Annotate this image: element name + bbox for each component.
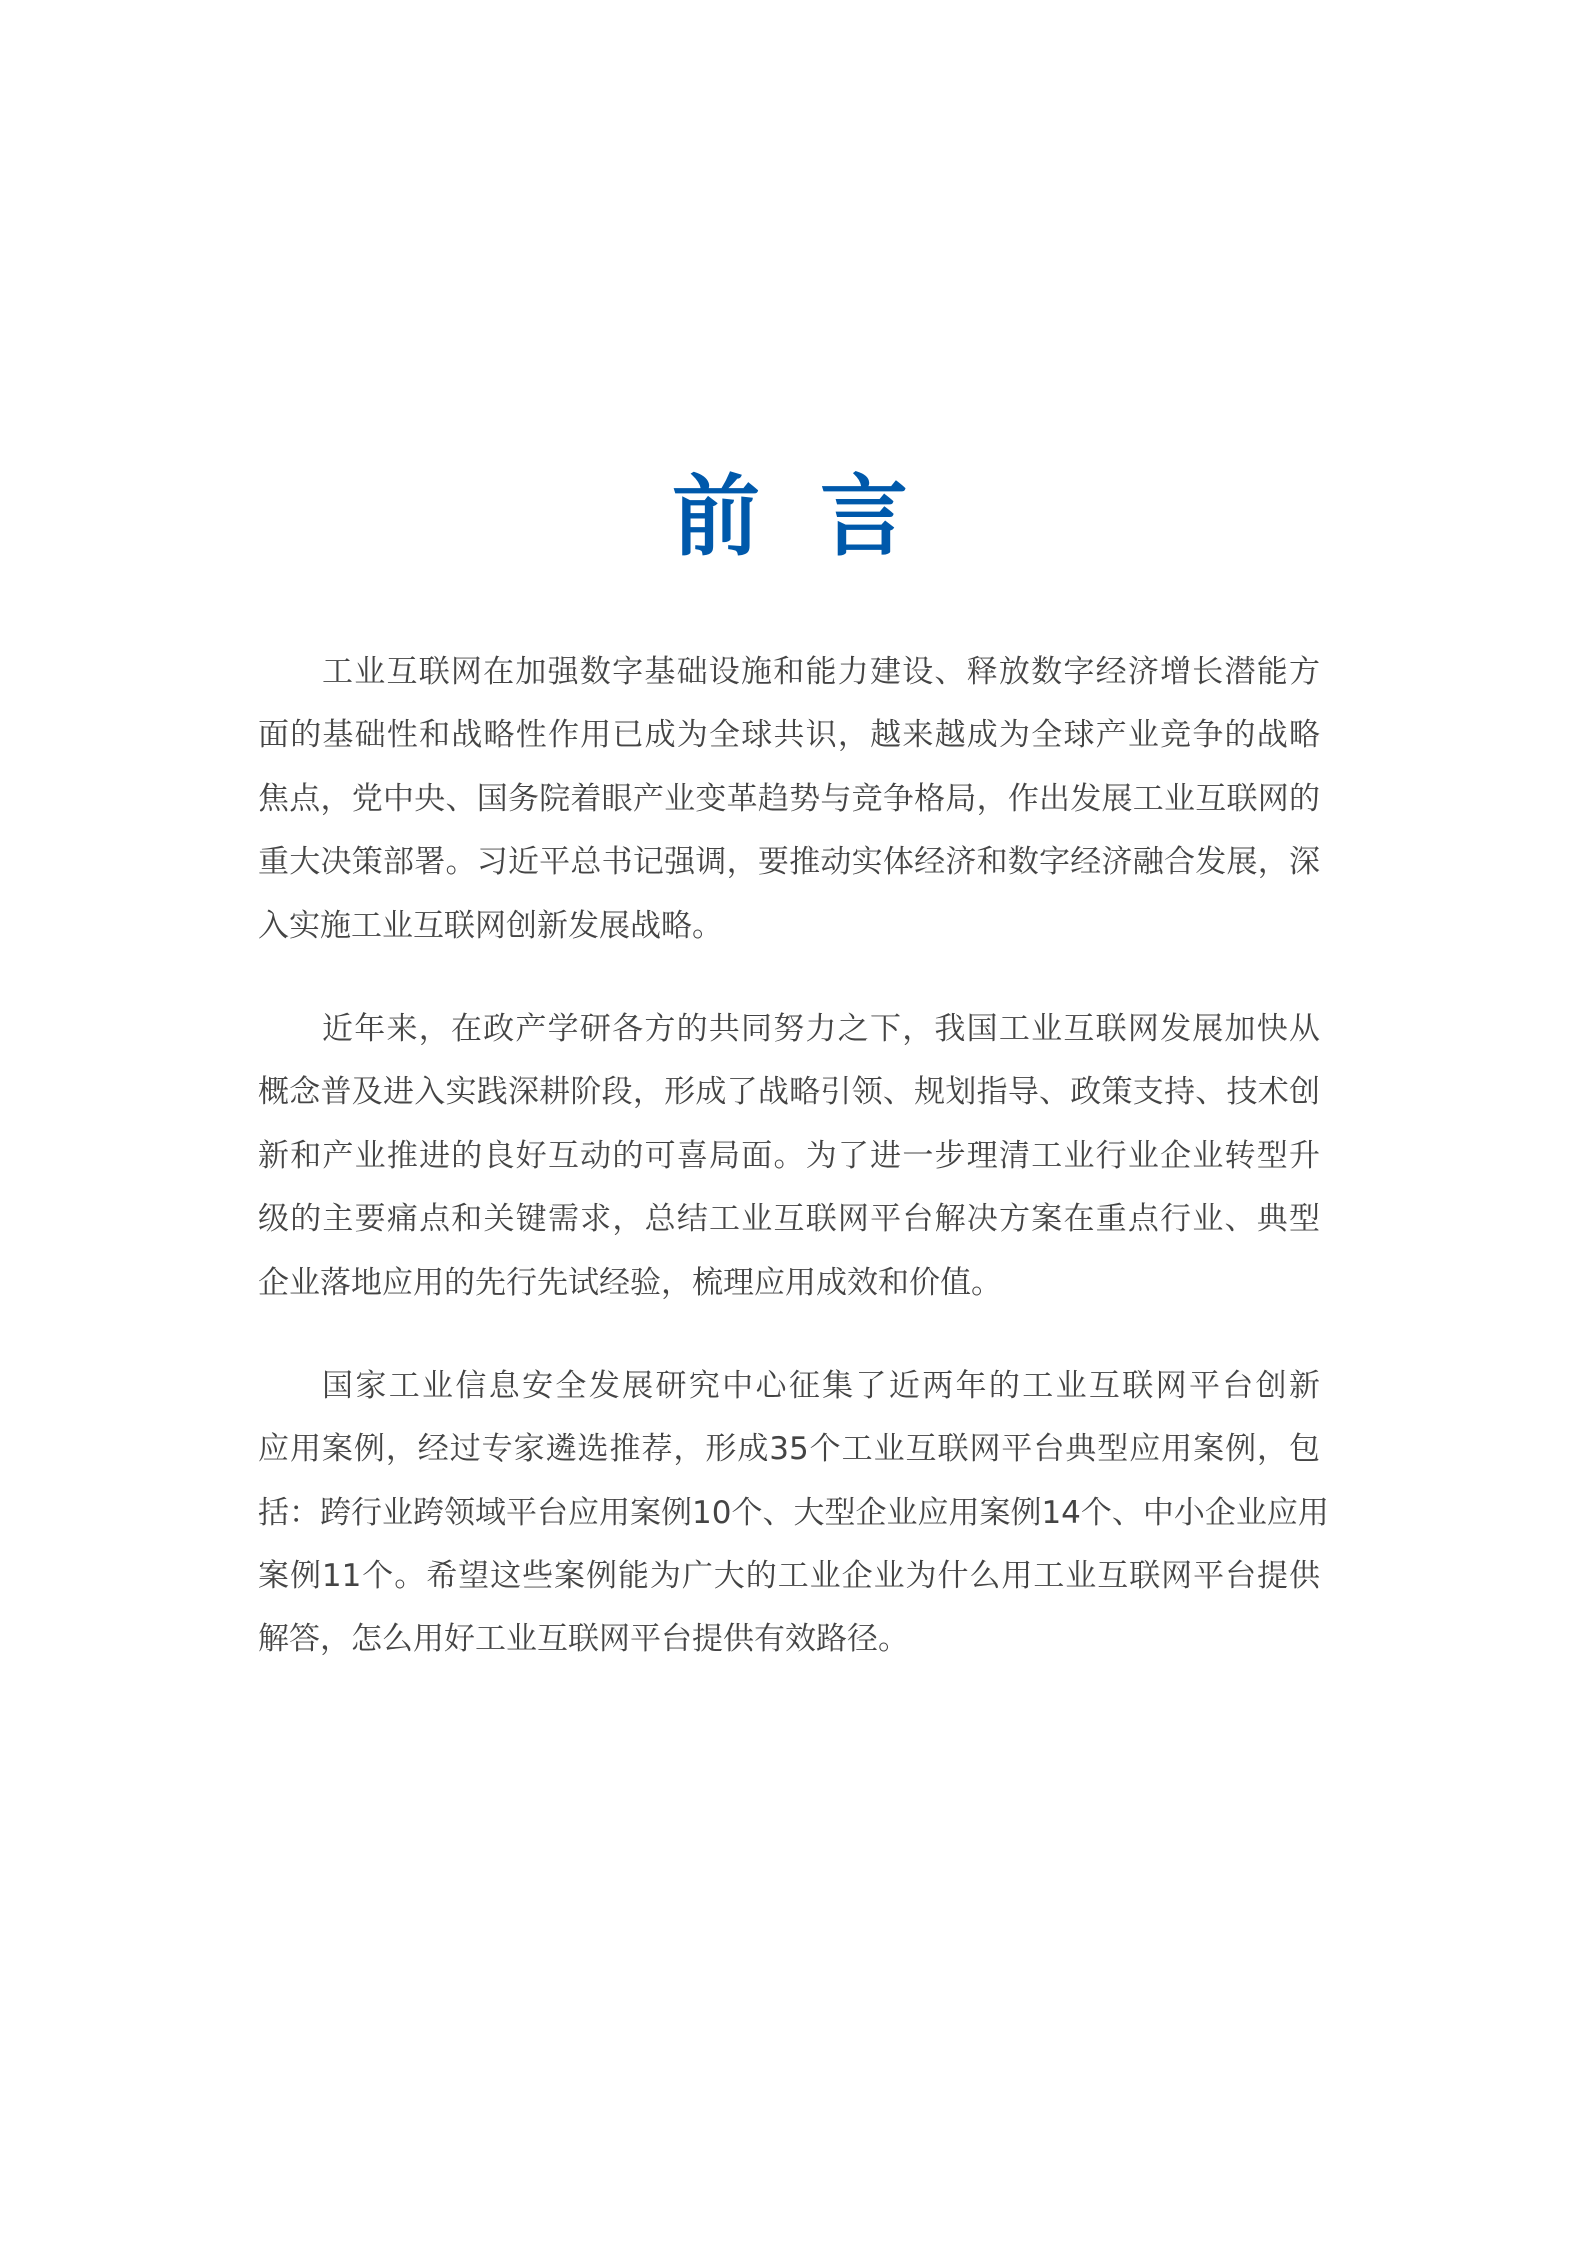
title-char-2: 言 [820, 465, 909, 568]
text-line: 新和产业推进的良好互动的可喜局面。为了进一步理清工业行业企业转型升 [258, 1137, 1320, 1174]
text-line: 概念普及进入实践深耕阶段，形成了战略引领、规划指导、政策支持、技术创 [258, 1074, 1320, 1111]
text-line: 级的主要痛点和关键需求，总结工业互联网平台解决方案在重点行业、典型 [258, 1201, 1320, 1238]
preface-body [258, 641, 1329, 1712]
page-title [0, 462, 1580, 572]
text-line: 重大决策部署。习近平总书记强调，要推动实体经济和数字经济融合发展，深 [258, 844, 1320, 881]
text-line: 括：跨行业跨领域平台应用案例10个、大型企业应用案例14个、中小企业应用 [258, 1494, 1329, 1531]
text-line: 国家工业信息安全发展研究中心征集了近两年的工业互联网平台创新 [322, 1367, 1320, 1404]
text-line: 解答，怎么用好工业互联网平台提供有效路径。 [258, 1621, 909, 1658]
text-line: 入实施工业互联网创新发展战略。 [258, 907, 723, 944]
title-char-1: 前 [671, 465, 760, 568]
text-line: 企业落地应用的先行先试经验，梳理应用成效和价值。 [258, 1264, 1002, 1301]
text-line: 近年来，在政产学研各方的共同努力之下，我国工业互联网发展加快从 [322, 1010, 1320, 1047]
paragraph-3 [258, 1355, 1329, 1672]
text-line: 案例11个。希望这些案例能为广大的工业企业为什么用工业互联网平台提供 [258, 1558, 1320, 1595]
text-line: 面的基础性和战略性作用已成为全球共识，越来越成为全球产业竞争的战略 [258, 717, 1320, 754]
text-line: 应用案例，经过专家遴选推荐，形成35个工业互联网平台典型应用案例，包 [258, 1431, 1320, 1468]
paragraph-1 [258, 641, 1320, 958]
text-line: 工业互联网在加强数字基础设施和能力建设、释放数字经济增长潜能方 [322, 654, 1320, 690]
text-line: 焦点，党中央、国务院着眼产业变革趋势与竞争格局，作出发展工业互联网的 [258, 780, 1320, 817]
paragraph-2 [258, 998, 1320, 1315]
